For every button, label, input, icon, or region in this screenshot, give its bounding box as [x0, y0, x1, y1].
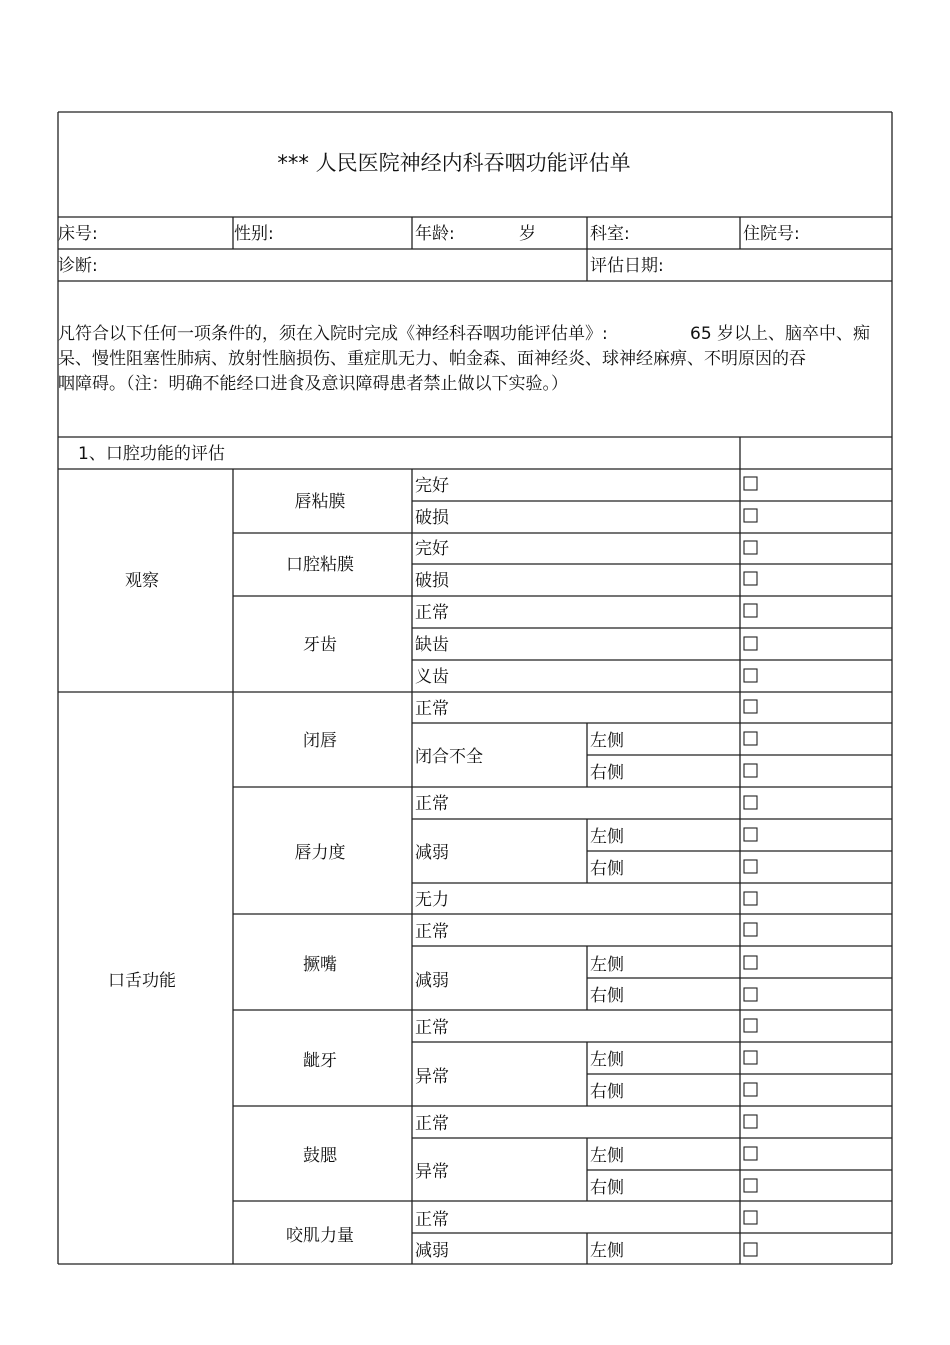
option-lip-strength-weak: 无力 — [415, 890, 449, 910]
option-masseter-left: 左侧 — [590, 1241, 624, 1261]
option-lip-closure-right: 右侧 — [590, 763, 624, 783]
checkbox-lip-strength-left[interactable] — [744, 828, 757, 841]
option-lip-mucosa-damaged: 破损 — [415, 508, 449, 528]
option-bare-teeth-left: 左侧 — [590, 1050, 624, 1070]
notice-line-3: 咽障碍。（注：明确不能经口进食及意识障碍患者禁止做以下实验。） — [58, 374, 568, 394]
option-puff-cheeks-right: 右侧 — [590, 1178, 624, 1198]
checkbox-teeth-normal[interactable] — [744, 604, 757, 617]
option-oral-mucosa-intact: 完好 — [415, 539, 449, 559]
item-teeth: 牙齿 — [303, 635, 337, 655]
option-oral-mucosa-damaged: 破损 — [415, 571, 449, 591]
checkbox-lip-strength-normal[interactable] — [744, 796, 757, 809]
checkbox-bare-teeth-normal[interactable] — [744, 1019, 757, 1032]
checkbox-masseter-normal[interactable] — [744, 1211, 757, 1224]
option-pout-left: 左侧 — [590, 955, 624, 975]
option-lip-strength-weakened: 减弱 — [415, 843, 449, 863]
item-lip-strength: 唇力度 — [294, 843, 346, 863]
admission-number-label: 住院号: — [743, 224, 800, 244]
checkbox-puff-cheeks-left[interactable] — [744, 1147, 757, 1160]
option-lip-strength-normal: 正常 — [415, 794, 449, 814]
option-puff-cheeks-normal: 正常 — [415, 1114, 449, 1134]
department-label: 科室: — [590, 224, 630, 244]
checkbox-oral-mucosa-damaged[interactable] — [744, 572, 757, 585]
item-lip-closure: 闭唇 — [303, 731, 337, 751]
option-bare-teeth-normal: 正常 — [415, 1018, 449, 1038]
gender-label: 性别: — [234, 224, 274, 244]
checkbox-puff-cheeks-normal[interactable] — [744, 1115, 757, 1128]
item-pout: 撅嘴 — [303, 955, 337, 975]
category-observe: 观察 — [125, 571, 159, 591]
checkbox-teeth-missing[interactable] — [744, 637, 757, 650]
option-masseter-weakened: 减弱 — [415, 1241, 449, 1261]
section-1-title: 1、口腔功能的评估 — [78, 444, 225, 464]
checkbox-lip-strength-weak[interactable] — [744, 892, 757, 905]
checkbox-puff-cheeks-right[interactable] — [744, 1179, 757, 1192]
checkbox-lip-closure-normal[interactable] — [744, 700, 757, 713]
notice-line-2: 呆、慢性阻塞性肺病、放射性脑损伤、重症肌无力、帕金森、面神经炎、球神经麻痹、不明原因的吞 — [58, 349, 806, 369]
option-lip-strength-right: 右侧 — [590, 859, 624, 879]
checkbox-bare-teeth-right[interactable] — [744, 1083, 757, 1096]
bed-number-label: 床号: — [58, 224, 98, 244]
category-oral-tongue: 口舌功能 — [108, 971, 176, 991]
assessment-date-label: 评估日期: — [590, 256, 664, 276]
item-bare-teeth: 龇牙 — [303, 1051, 337, 1071]
option-puff-cheeks-abnormal: 异常 — [415, 1162, 449, 1182]
item-masseter-strength: 咬肌力量 — [286, 1226, 354, 1246]
checkbox-pout-left[interactable] — [744, 956, 757, 969]
notice-line-1b: 65 岁以上、脑卒中、痴 — [690, 324, 871, 344]
option-bare-teeth-right: 右侧 — [590, 1082, 624, 1102]
option-bare-teeth-abnormal: 异常 — [415, 1067, 449, 1087]
age-label: 年龄: — [415, 224, 455, 244]
notice-line-1a: 凡符合以下任何一项条件的，须在入院时完成《神经科吞咽功能评估单》: — [58, 324, 608, 344]
option-lip-closure-normal: 正常 — [415, 699, 449, 719]
checkbox-oral-mucosa-intact[interactable] — [744, 541, 757, 554]
checkbox-lip-closure-right[interactable] — [744, 764, 757, 777]
checkbox-lip-closure-left[interactable] — [744, 732, 757, 745]
checkbox-teeth-dentures[interactable] — [744, 669, 757, 682]
option-puff-cheeks-left: 左侧 — [590, 1146, 624, 1166]
option-teeth-dentures: 义齿 — [415, 667, 449, 687]
item-lip-mucosa: 唇粘膜 — [294, 492, 346, 512]
checkbox-lip-strength-right[interactable] — [744, 860, 757, 873]
checkbox-column[interactable] — [744, 477, 757, 1256]
option-teeth-normal: 正常 — [415, 603, 449, 623]
age-unit: 岁 — [519, 224, 536, 244]
option-masseter-normal: 正常 — [415, 1210, 449, 1230]
item-oral-mucosa: 口腔粘膜 — [286, 555, 354, 575]
checkbox-pout-normal[interactable] — [744, 923, 757, 936]
form-title: *** 人民医院神经内科吞咽功能评估单 — [277, 151, 631, 175]
option-pout-weakened: 减弱 — [415, 971, 449, 991]
option-lip-mucosa-intact: 完好 — [415, 476, 449, 496]
option-teeth-missing: 缺齿 — [415, 635, 449, 655]
checkbox-pout-right[interactable] — [744, 988, 757, 1001]
checkbox-lip-mucosa-damaged[interactable] — [744, 509, 757, 522]
option-lip-strength-left: 左侧 — [590, 827, 624, 847]
checkbox-bare-teeth-left[interactable] — [744, 1051, 757, 1064]
option-pout-normal: 正常 — [415, 922, 449, 942]
table-grid-lines — [58, 112, 892, 1264]
item-puff-cheeks: 鼓腮 — [303, 1146, 337, 1166]
option-lip-closure-left: 左侧 — [590, 731, 624, 751]
checkbox-masseter-left[interactable] — [744, 1243, 757, 1256]
option-lip-closure-incomplete: 闭合不全 — [415, 747, 483, 767]
option-pout-right: 右侧 — [590, 986, 624, 1006]
checkbox-lip-mucosa-intact[interactable] — [744, 477, 757, 490]
diagnosis-label: 诊断: — [58, 256, 98, 276]
